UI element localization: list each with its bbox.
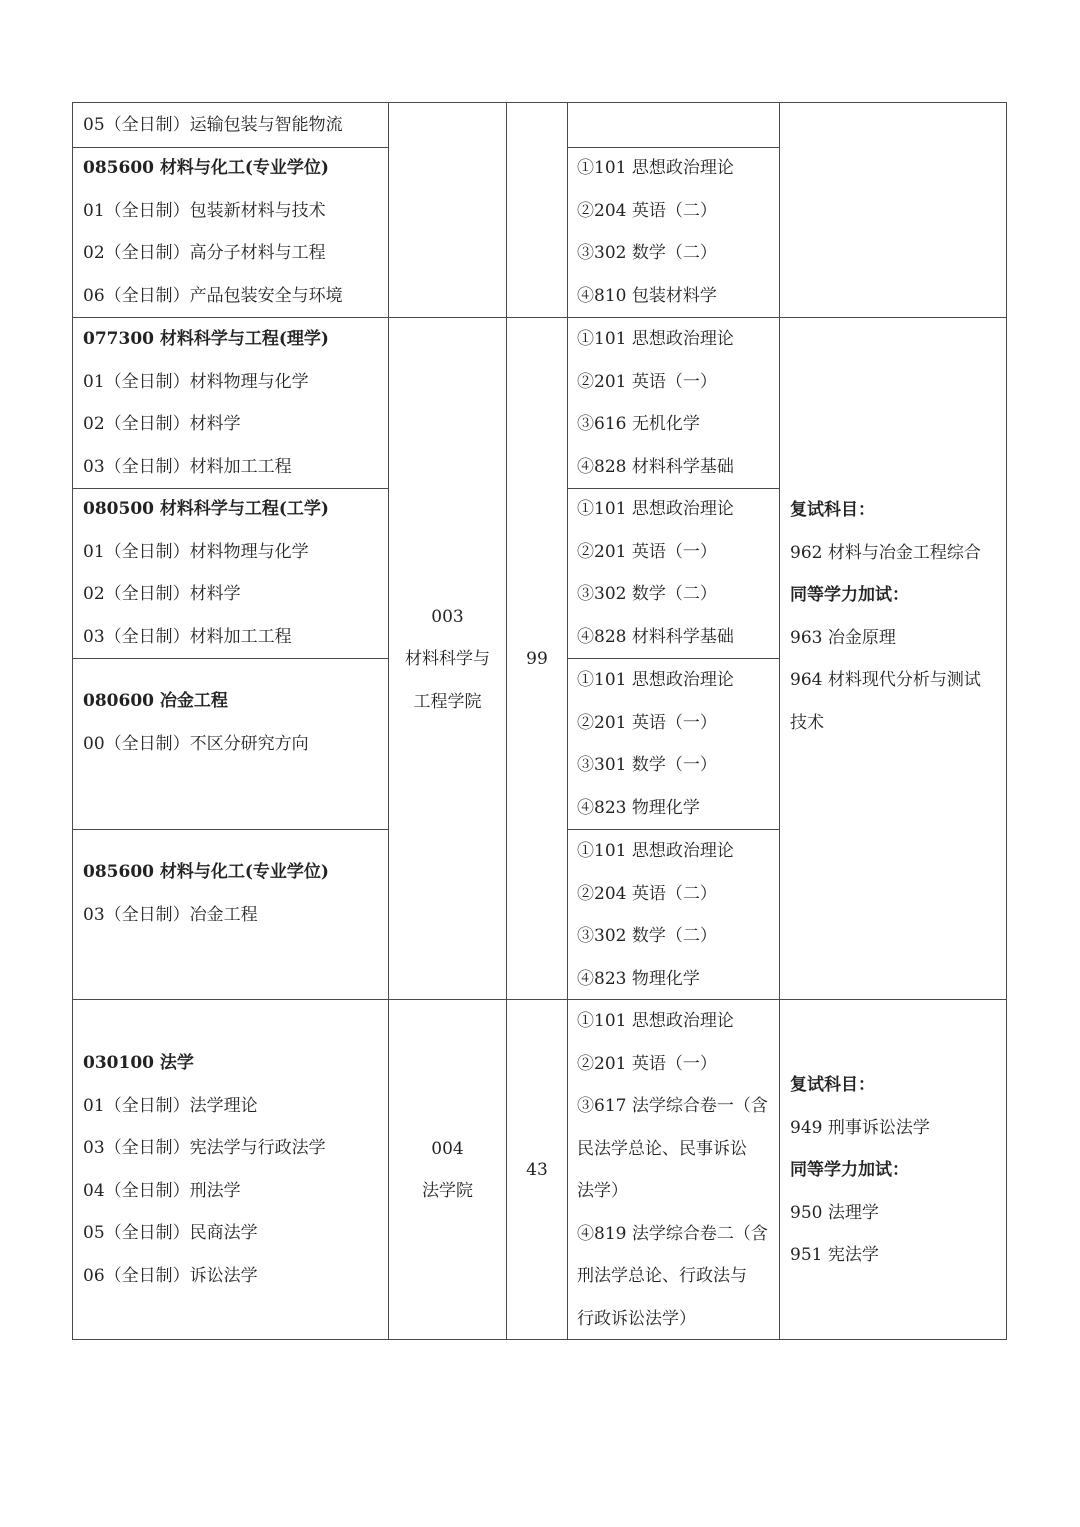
research-direction: 06（全日制）诉讼法学 [83,1265,258,1286]
column-divider [567,102,568,1340]
enrollment-count: 99 [526,649,548,669]
exam-subject: ④823 物理化学 [577,797,700,818]
exam-subject: ④819 法学综合卷二（含 [577,1223,768,1244]
research-direction: 02（全日制）材料学 [83,414,241,434]
table-border [72,102,73,1340]
exam-subject: ③302 数学（二） [577,926,717,946]
enrollment-count: 43 [526,1160,548,1180]
exam-subject: ③617 法学综合卷一（含 [577,1096,768,1116]
row-divider [567,829,780,830]
row-divider [567,488,780,489]
major-title: 085600 材料与化工(专业学位) [83,862,329,882]
exam-subject: ②201 英语（一） [577,541,717,562]
exam-subject: ①101 思想政治理论 [577,1011,734,1031]
exam-subject: ①101 思想政治理论 [577,841,734,861]
major-title: 085600 材料与化工(专业学位) [83,158,329,178]
exam-subject: ①101 思想政治理论 [577,499,734,519]
research-direction: 00（全日制）不区分研究方向 [83,733,309,754]
row-divider [72,658,389,659]
exam-subject: ①101 思想政治理论 [577,158,734,178]
table-border [1006,102,1007,1340]
research-direction: 03（全日制）材料加工工程 [83,456,292,477]
research-direction: 01（全日制）包装新材料与技术 [83,200,326,221]
major-title: 077300 材料科学与工程(理学) [83,329,329,349]
exam-subject: ②204 英语（二） [577,883,717,904]
exam-subject: ④823 物理化学 [577,968,700,989]
exam-subject: ①101 思想政治理论 [577,670,734,690]
equivalent-exam-subject: 964 材料现代分析与测试 [790,670,981,690]
exam-subject: 民法学总论、民事诉讼 [577,1138,747,1159]
exam-subject: ③302 数学（二） [577,584,717,604]
equivalent-exam-subject: 963 冶金原理 [790,627,896,648]
research-direction: 01（全日制）材料物理与化学 [83,371,309,392]
exam-subject: ③301 数学（一） [577,755,717,775]
exam-subject: ①101 思想政治理论 [577,329,734,349]
research-direction: 02（全日制）材料学 [83,584,241,604]
row-divider [72,999,1007,1000]
exam-subject: ②201 英语（一） [577,1053,717,1074]
major-title: 030100 法学 [83,1053,194,1073]
row-divider [72,317,1007,318]
row-divider [72,488,389,489]
equivalent-exam-subject: 951 宪法学 [790,1245,879,1265]
exam-subject: 刑法学总论、行政法与 [577,1266,747,1286]
research-direction: 03（全日制）宪法学与行政法学 [83,1138,326,1158]
exam-subject: 行政诉讼法学） [577,1308,696,1329]
research-direction: 05（全日制）民商法学 [83,1223,258,1243]
major-title: 080500 材料科学与工程(工学) [83,499,329,519]
college-name: 材料科学与 [405,649,490,669]
row-divider [72,147,389,148]
exam-subject: 法学） [577,1181,628,1201]
exam-subject: ②204 英语（二） [577,200,717,221]
retest-subject: 949 刑事诉讼法学 [790,1117,930,1138]
equivalent-exam-label: 同等学力加试： [790,585,909,605]
table-border [72,1339,1007,1340]
research-direction: 01（全日制）法学理论 [83,1095,258,1116]
equivalent-exam-subject: 950 法理学 [790,1202,879,1223]
research-direction: 01（全日制）材料物理与化学 [83,541,309,562]
exam-subject: ④828 材料科学基础 [577,456,734,477]
college-name: 法学院 [422,1181,473,1201]
college-code: 003 [431,607,464,627]
exam-subject: ④810 包装材料学 [577,285,717,306]
research-direction: 03（全日制）材料加工工程 [83,626,292,647]
row-divider [72,829,389,830]
exam-subject: ④828 材料科学基础 [577,626,734,647]
research-direction: 05（全日制）运输包装与智能物流 [83,115,343,135]
college-code: 004 [431,1139,464,1159]
research-direction: 02（全日制）高分子材料与工程 [83,243,326,263]
retest-subject: 962 材料与冶金工程综合 [790,542,981,563]
retest-label: 复试科目： [790,1075,875,1095]
equivalent-exam-label: 同等学力加试： [790,1160,909,1180]
exam-subject: ②201 英语（一） [577,371,717,392]
research-direction: 06（全日制）产品包装安全与环境 [83,285,343,306]
exam-subject: ③302 数学（二） [577,243,717,263]
column-divider [506,102,507,1340]
row-divider [567,658,780,659]
equivalent-exam-subject: 技术 [790,712,824,733]
college-name: 工程学院 [413,691,482,712]
table-border [72,102,1007,103]
exam-subject: ③616 无机化学 [577,414,700,434]
major-title: 080600 冶金工程 [83,691,228,711]
row-divider [567,147,780,148]
research-direction: 04（全日制）刑法学 [83,1180,241,1201]
column-divider [779,102,780,1340]
retest-label: 复试科目： [790,500,875,520]
research-direction: 03（全日制）冶金工程 [83,904,258,925]
exam-subject: ②201 英语（一） [577,712,717,733]
